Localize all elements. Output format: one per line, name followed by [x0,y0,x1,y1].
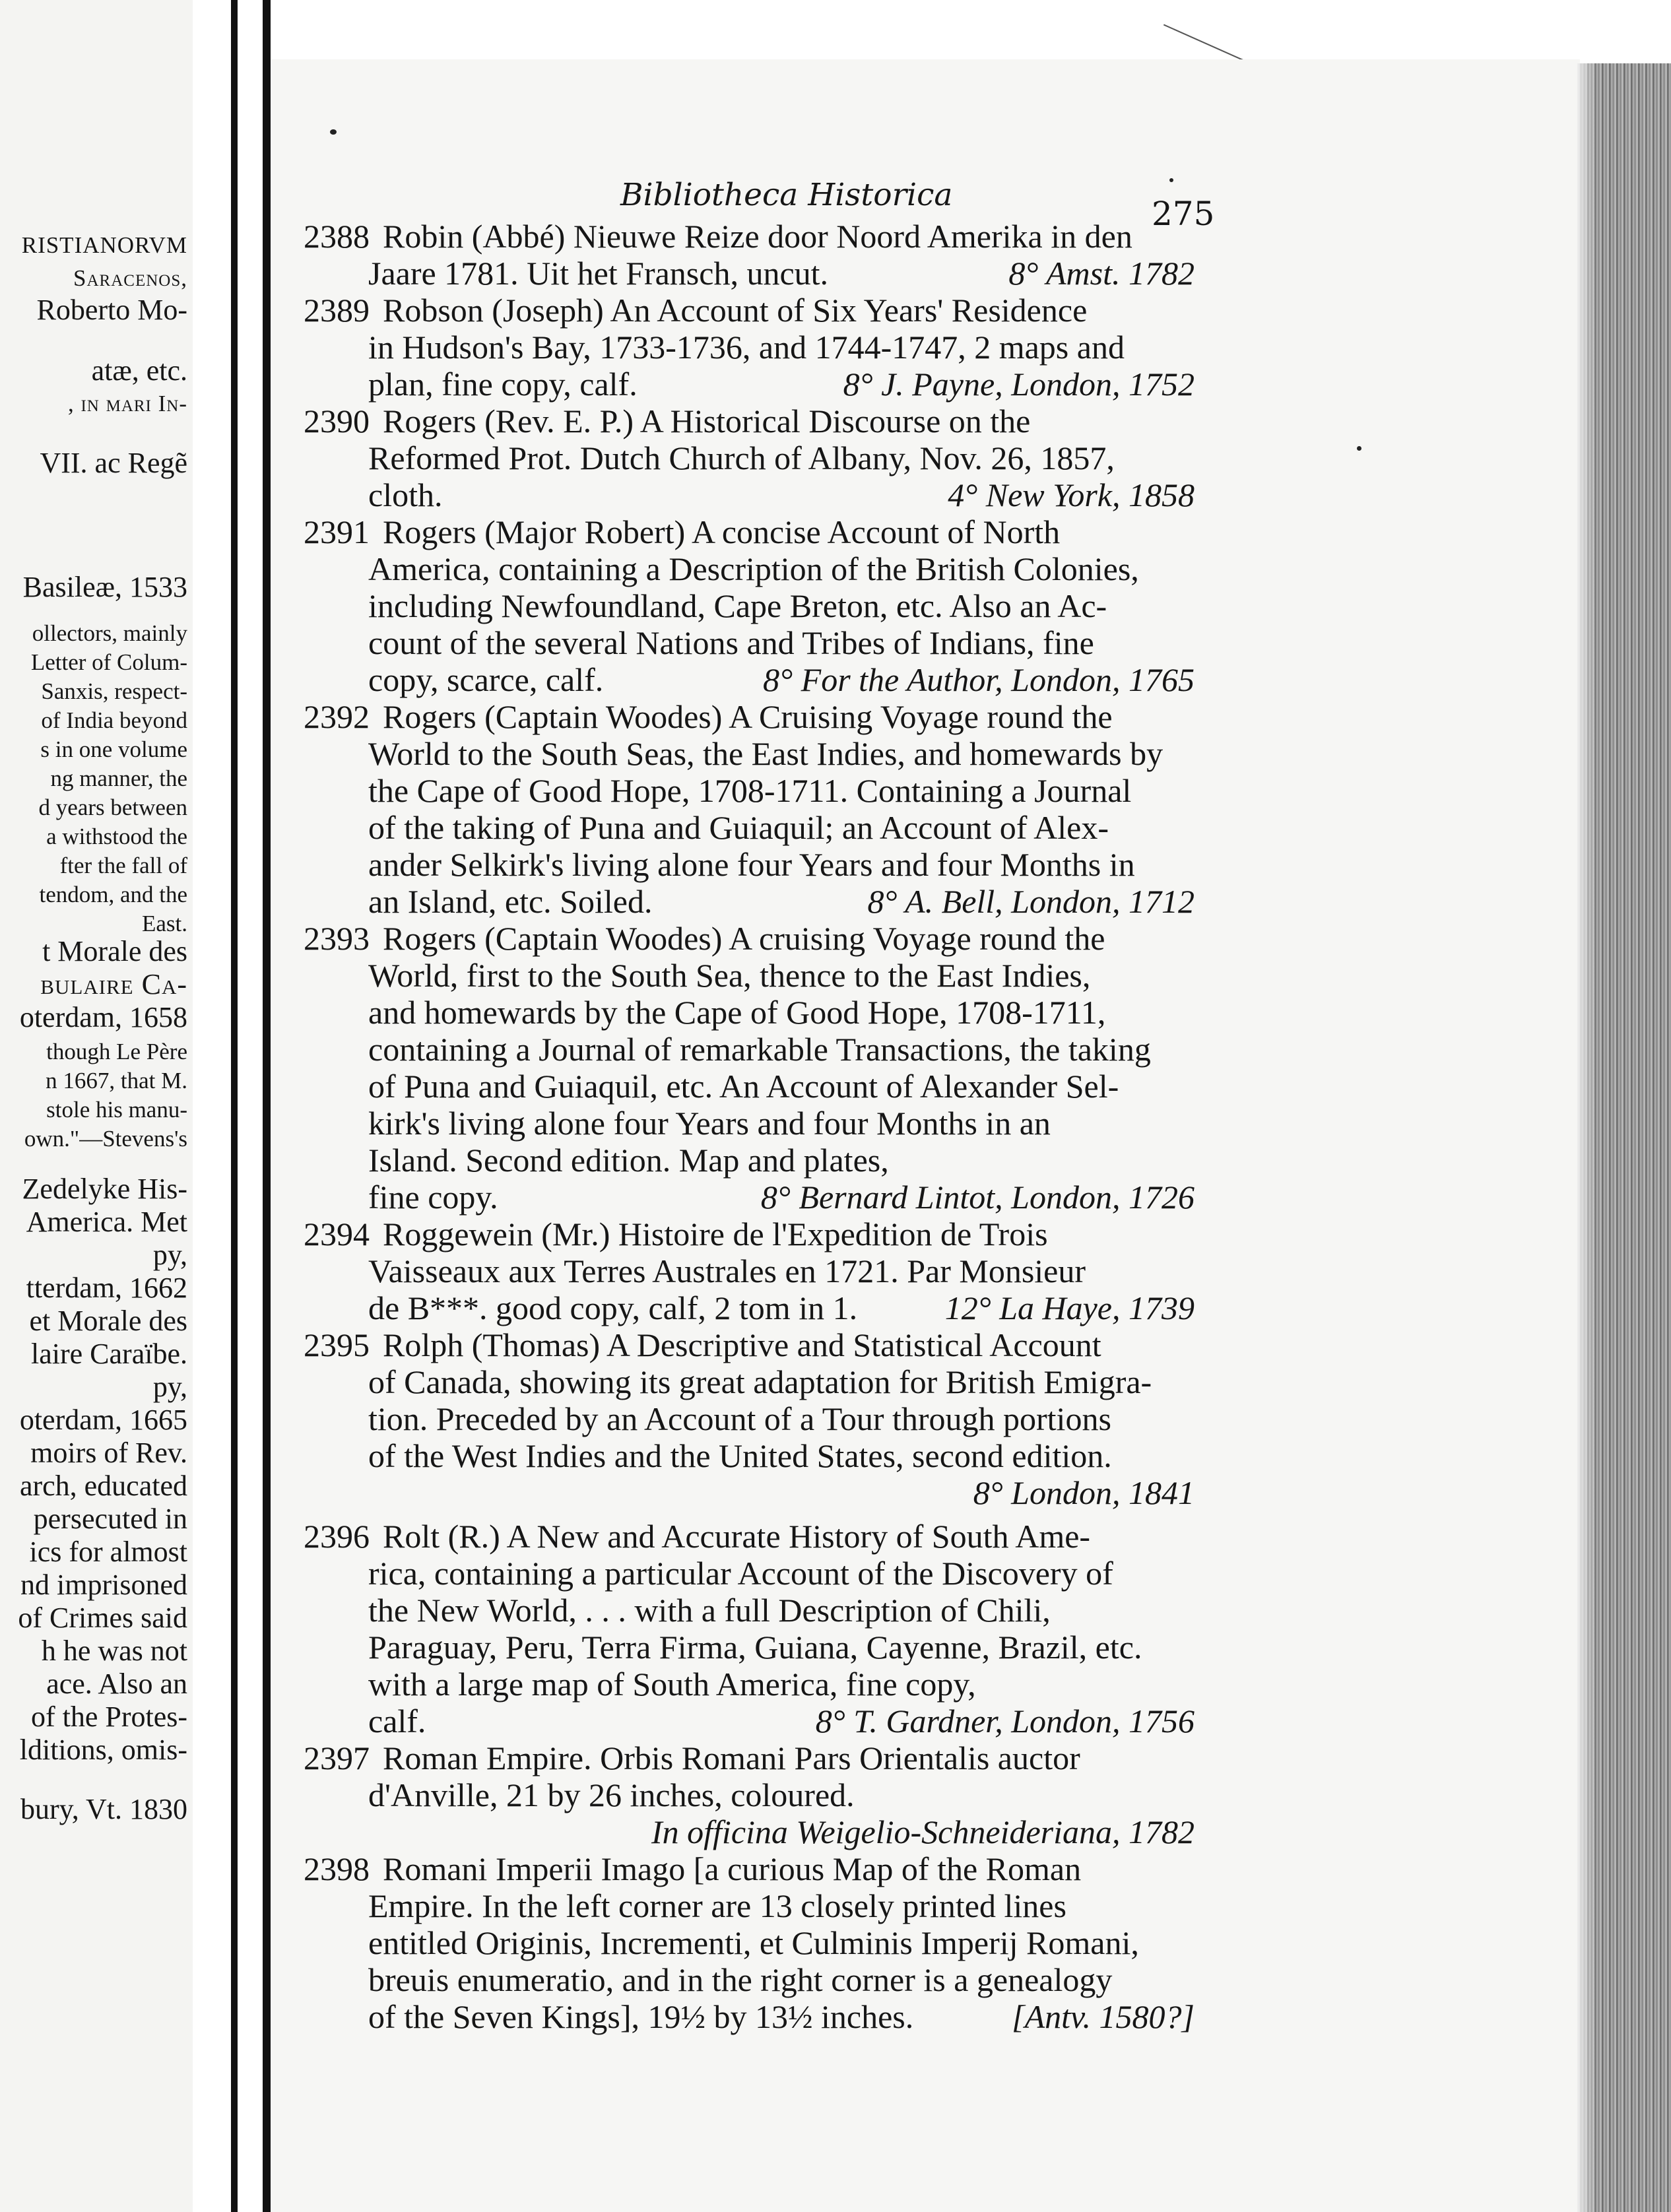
facing-page-line: s in one volume [40,736,187,762]
entry-line [304,1961,1195,1998]
entry-line [304,994,1195,1031]
facing-page-line: ng manner, the [50,765,187,791]
entry-text: of the West Indies and the United States, second edition. [368,1437,1112,1474]
entry-text: Jaare 1781. Uit het Fransch, uncut. [368,255,829,292]
entry-text: tion. Preceded by an Account of a Tour through portions [368,1400,1111,1437]
entry-text: ander Selkirk's living alone four Years and four Months in [368,846,1135,883]
entry-line [304,1924,1195,1961]
entry-text: Rogers (Captain Woodes) A cruising Voyage round the [383,920,1105,957]
binding-margin [193,0,231,2212]
entry-line [304,1142,1195,1179]
catalogue-entry [304,513,1195,698]
facing-page-line: fter the fall of [59,853,187,878]
facing-page-line: Sanxis, respect- [41,678,187,704]
facing-page-line: moirs of Rev. [30,1437,187,1469]
entry-line [304,1289,1195,1326]
binding-gap [238,0,263,2212]
catalogue-entry [304,920,1195,1216]
entry-text: Roman Empire. Orbis Romani Pars Orientalis auctor [383,1740,1080,1776]
imprint: 8° T. Gardner, London, 1756 [815,1703,1195,1740]
entry-text: Vaisseaux aux Terres Australes en 1721. Par Monsieur [368,1252,1086,1289]
entry-line [304,550,1195,587]
entry-text: of the taking of Puna and Guiaquil; an Account of Alex- [368,809,1109,846]
gutter-shadow [231,0,238,2212]
entry-line [304,292,1195,329]
entry-text: Romani Imperii Imago [a curious Map of the Roman [383,1850,1082,1887]
facing-page-line: et Morale des [29,1305,187,1337]
facing-page-line: persecuted in [33,1503,187,1535]
entry-line [304,661,1195,698]
entry-text: with a large map of South America, fine copy, [368,1666,976,1703]
facing-page-line: Roberto Mo- [36,294,187,326]
facing-page-line: laire Caraïbe. [31,1338,187,1370]
facing-page-line: oterdam, 1658 [19,1001,187,1033]
entry-line [304,624,1195,661]
entry-text: calf. [368,1703,426,1740]
entry-line [304,1776,1195,1813]
entry-line [304,1474,1195,1511]
entry-text: Roggewein (Mr.) Histoire de l'Expedition de Trois [383,1216,1048,1252]
entry-text: World to the South Seas, the East Indies, and homewards by [368,735,1163,772]
imprint: 12° La Haye, 1739 [944,1289,1195,1326]
facing-page-line: nd imprisoned [20,1569,187,1601]
catalogue-entry [304,1740,1195,1850]
entry-line [304,1068,1195,1105]
facing-page-line: Zedelyke His- [22,1173,187,1205]
entry-text: copy, scarce, calf. [368,661,604,698]
facing-page-line: stole his manu- [46,1097,187,1122]
entry-text: Robson (Joseph) An Account of Six Years' Residence [383,292,1088,329]
catalogue-entry [304,292,1195,403]
entry-line [304,1179,1195,1216]
facing-page-line: VII. ac Regẽ [40,447,187,479]
scan-speck [1357,446,1361,451]
entry-line [304,1813,1195,1850]
entry-text: Rogers (Captain Woodes) A Cruising Voyage round the [383,698,1113,735]
lot-number: 2394 [304,1216,370,1252]
scan-scratch-mark [1163,0,1271,68]
entry-text: fine copy. [368,1179,498,1216]
running-head: Bibliotheca Historica [620,177,953,213]
catalogue-entry [304,218,1195,292]
entry-text: cloth. [368,476,443,513]
entry-text: Rolt (R.) A New and Accurate History of South Ame- [383,1518,1091,1555]
catalogue-entry [304,1850,1195,2035]
facing-page-line: own."—Stevens's [24,1126,187,1152]
facing-page-line: of the Protes- [30,1701,187,1733]
scan-speck [330,129,337,135]
entry-line [304,439,1195,476]
entry-line [304,513,1195,550]
entry-line [304,1400,1195,1437]
facing-page-line: oterdam, 1665 [19,1404,187,1436]
facing-page-line: n 1667, that M. [46,1068,187,1093]
entry-text: breuis enumeratio, and in the right corner is a genealogy [368,1961,1113,1998]
entry-line [304,476,1195,513]
imprint: In officina Weigelio-Schneideriana, 1782 [651,1813,1195,1850]
lot-number: 2395 [304,1326,370,1363]
entry-line [304,1592,1195,1629]
entry-text: of Puna and Guiaquil, etc. An Account of Alexander Sel- [368,1068,1119,1105]
catalogue-entry [304,403,1195,513]
facing-page-line: h he was not [41,1635,187,1667]
facing-page-line: Letter of Colum- [30,649,187,675]
entry-text: rica, containing a particular Account of the Discovery of [368,1555,1113,1592]
entry-text: containing a Journal of remarkable Transactions, the taking [368,1031,1151,1068]
facing-page-line: ics for almost [29,1536,187,1568]
entry-text: World, first to the South Sea, thence to the East Indies, [368,957,1091,994]
lot-number: 2390 [304,403,370,439]
entry-line [304,1252,1195,1289]
page-block-edges [1577,63,1671,2212]
facing-page-line: America. Met [26,1206,187,1238]
facing-page-line: t Morale des [42,935,187,967]
page-edge-shadow [263,0,271,2212]
entry-text: de B***. good copy, calf, 2 tom in 1. [368,1289,858,1326]
facing-page-line: Saracenos, [73,265,187,291]
facing-page-line: bulaire Ca- [40,968,187,1000]
entry-line [304,846,1195,883]
entry-text: kirk's living alone four Years and four Months in an [368,1105,1051,1142]
entry-line [304,1998,1195,2035]
facing-page-line: atæ, etc. [91,354,187,387]
entry-line [304,1740,1195,1776]
lot-number: 2391 [304,513,370,550]
entry-line [304,1666,1195,1703]
imprint: 8° Bernard Lintot, London, 1726 [760,1179,1195,1216]
imprint: 8° London, 1841 [973,1474,1195,1511]
entry-line [304,1703,1195,1740]
lot-number: 2389 [304,292,370,329]
entry-text: Rolph (Thomas) A Descriptive and Statistical Account [383,1326,1101,1363]
facing-page-line: ollectors, mainly [32,620,187,646]
entry-line [304,255,1195,292]
entry-text: the Cape of Good Hope, 1708-1711. Containing a Journal [368,772,1132,809]
entry-line [304,1518,1195,1555]
imprint: [Antv. 1580?] [1012,1998,1195,2035]
entry-text: of the Seven Kings], 19½ by 13½ inches. [368,1998,914,2035]
facing-page-line: a withstood the [46,824,187,849]
facing-page-line: bury, Vt. 1830 [20,1793,187,1825]
entry-text: in Hudson's Bay, 1733-1736, and 1744-1747, 2 maps and [368,329,1125,366]
catalogue-entry [304,1326,1195,1511]
entry-line [304,587,1195,624]
facing-page-line: d years between [38,795,187,820]
entry-text: plan, fine copy, calf. [368,366,638,403]
imprint: 8° J. Payne, London, 1752 [843,366,1195,403]
entry-line [304,772,1195,809]
entry-text: count of the several Nations and Tribes of Indians, fine [368,624,1094,661]
catalogue-entry [304,1216,1195,1326]
entry-line [304,366,1195,403]
lot-number: 2393 [304,920,370,957]
entry-line [304,1887,1195,1924]
page-number: 275 [1152,195,1215,233]
entry-line [304,403,1195,439]
lot-number: 2398 [304,1850,370,1887]
facing-page-line: lditions, omis- [19,1734,187,1766]
imprint: 8° Amst. 1782 [1008,255,1195,292]
entry-line [304,329,1195,366]
entry-line [304,1363,1195,1400]
facing-page-line: of Crimes said [18,1602,187,1634]
entry-line [304,1105,1195,1142]
facing-page-line: though Le Père [46,1039,187,1064]
entry-line [304,1326,1195,1363]
facing-page-line: East. [141,911,187,936]
entry-line [304,1216,1195,1252]
entry-text: Reformed Prot. Dutch Church of Albany, Nov. 26, 1857, [368,439,1115,476]
entry-line [304,218,1195,255]
entry-line [304,1031,1195,1068]
entry-text: Rogers (Major Robert) A concise Account of North [383,513,1061,550]
facing-page-fragment [0,0,193,2212]
entry-line [304,1437,1195,1474]
lot-number: 2397 [304,1740,370,1776]
entry-line [304,735,1195,772]
entry-line [304,1555,1195,1592]
entry-text: Paraguay, Peru, Terra Firma, Guiana, Cayenne, Brazil, etc. [368,1629,1142,1666]
entry-text: of Canada, showing its great adaptation for British Emigra- [368,1363,1152,1400]
imprint: 4° New York, 1858 [948,476,1195,513]
entry-text: and homewards by the Cape of Good Hope, 1708-1711, [368,994,1106,1031]
entry-line [304,883,1195,920]
facing-page-line: tterdam, 1662 [26,1272,187,1304]
entry-text: Rogers (Rev. E. P.) A Historical Discourse on the [383,403,1031,439]
lot-number: 2388 [304,218,370,255]
entry-line [304,809,1195,846]
catalogue-entry [304,698,1195,920]
entry-text: entitled Originis, Incrementi, et Culminis Imperij Romani, [368,1924,1139,1961]
entry-text: d'Anville, 21 by 26 inches, coloured. [368,1776,855,1813]
entry-line [304,1629,1195,1666]
facing-page-line: , in mari In- [67,391,187,416]
entry-line [304,920,1195,957]
facing-page-line: RISTIANORVM [21,232,187,258]
entry-text: the New World, . . . with a full Description of Chili, [368,1592,1051,1629]
entry-text: America, containing a Description of the British Colonies, [368,550,1139,587]
entry-text: Robin (Abbé) Nieuwe Reize door Noord Amerika in den [383,218,1132,255]
facing-page-line: py, [152,1371,187,1403]
facing-page-line: arch, educated [19,1470,187,1502]
facing-page-line: py, [152,1239,187,1271]
entry-line [304,957,1195,994]
lot-number: 2392 [304,698,370,735]
catalogue-entry [304,1518,1195,1740]
facing-page-line: ace. Also an [46,1668,187,1700]
facing-page-line: tendom, and the [39,882,187,907]
entry-text: Empire. In the left corner are 13 closely printed lines [368,1887,1066,1924]
scan-speck [1169,178,1173,182]
facing-page-line: Basileæ, 1533 [22,571,187,603]
facing-page-line: of India beyond [41,707,187,733]
entry-line [304,698,1195,735]
lot-number: 2396 [304,1518,370,1555]
entry-text: including Newfoundland, Cape Breton, etc. Also an Ac- [368,587,1107,624]
imprint: 8° A. Bell, London, 1712 [867,883,1195,920]
entry-line [304,1850,1195,1887]
entry-text: Island. Second edition. Map and plates, [368,1142,889,1179]
imprint: 8° For the Author, London, 1765 [763,661,1195,698]
entry-text: an Island, etc. Soiled. [368,883,653,920]
